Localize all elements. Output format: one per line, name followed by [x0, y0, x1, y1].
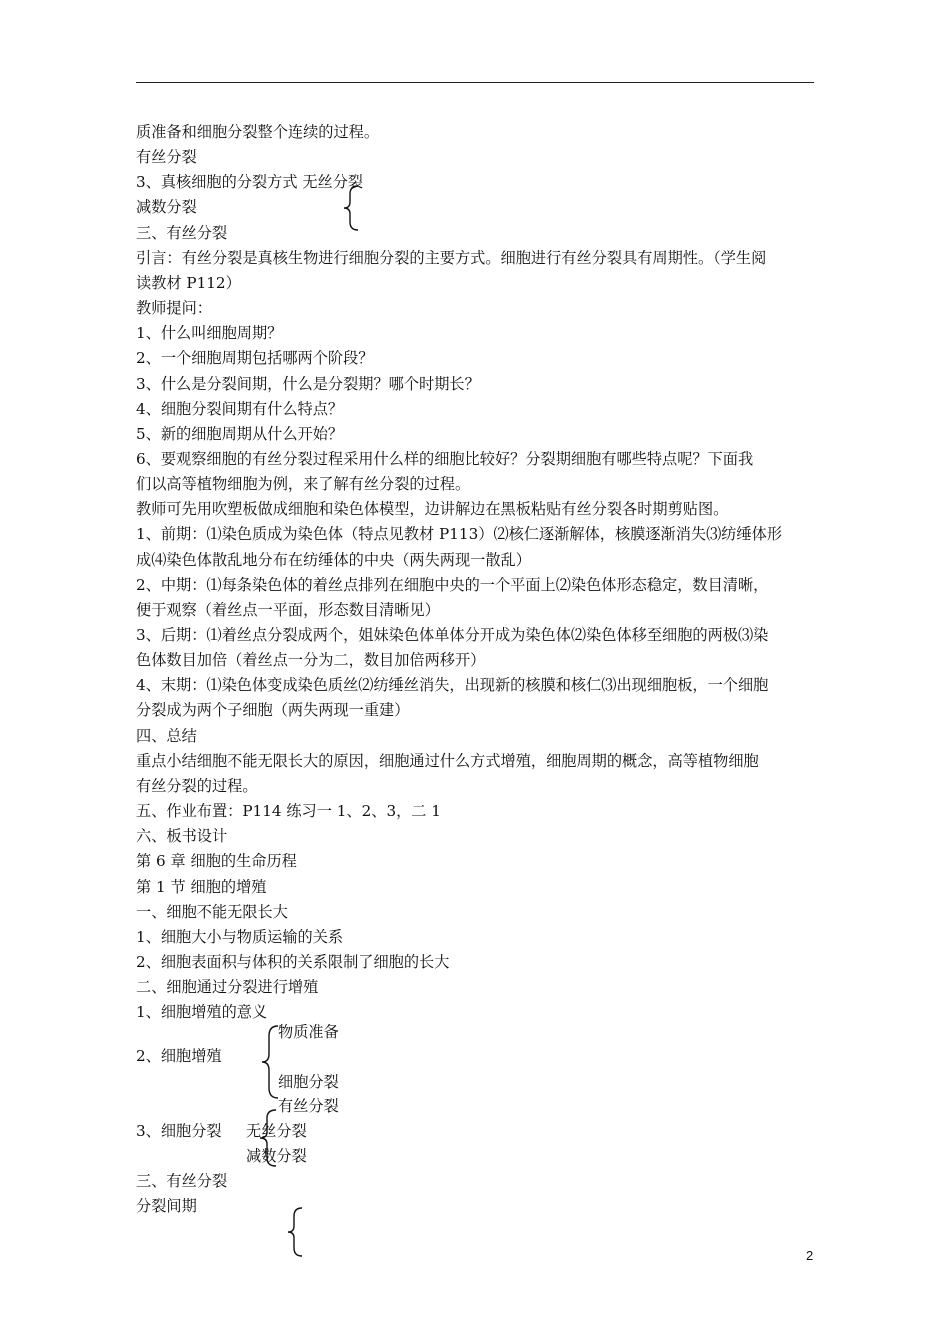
- text-line: 4、末期：⑴染色体变成染色质丝⑵纺缍丝消失，出现新的核膜和核仁⑶出现细胞板，一个细胞: [136, 676, 769, 695]
- text-line: 1、细胞大小与物质运输的关系: [136, 927, 344, 946]
- text-line: 3、真核细胞的分裂方式 无丝分裂: [136, 173, 364, 192]
- outline-material-prep: 物质准备: [278, 1023, 339, 1041]
- outline-cell-division: 细胞分裂: [278, 1073, 339, 1091]
- text-line: 三、有丝分裂: [136, 223, 228, 242]
- text-line: 质准备和细胞分裂整个连续的过程。: [136, 123, 379, 141]
- outline-interphase: 分裂间期: [136, 1197, 197, 1215]
- text-line: 2、中期：⑴每条染色体的着丝点排列在细胞中央的一个平面上⑵染色体形态稳定，数目清晰，: [136, 575, 769, 594]
- text-line: 四、总结: [136, 726, 197, 745]
- text-line: 第 6 章 细胞的生命历程: [136, 852, 297, 871]
- text-line: 3、后期：⑴着丝点分裂成两个，姐妹染色体单体分开成为染色体⑵染色体移至细胞的两极⑶染: [136, 626, 769, 644]
- text-line: 有丝分裂的过程。: [136, 776, 258, 795]
- text-line: 重点小结细胞不能无限长大的原因，细胞通过什么方式增殖，细胞周期的概念，高等植物细胞: [136, 751, 759, 770]
- outline-amitosis: 无丝分裂: [246, 1122, 307, 1140]
- text-line: 减数分裂: [136, 198, 197, 217]
- text-line: 有丝分裂: [136, 148, 197, 167]
- text-line: 1、前期：⑴染色质成为染色体（特点见教材 P113）⑵核仁逐渐解体，核膜逐渐消失⑶纺缍体形: [136, 525, 783, 544]
- outline-division-label: 3、细胞分裂: [136, 1122, 222, 1140]
- text-line: 5、新的细胞周期从什么开始？: [136, 424, 344, 443]
- text-line: 1、什么叫细胞周期？: [136, 324, 283, 343]
- text-line: 6、要观察细胞的有丝分裂过程采用什么样的细胞比较好？分裂期细胞有哪些特点呢？下面我: [136, 449, 754, 468]
- text-line: 第 1 节 细胞的增殖: [136, 877, 267, 896]
- text-line: 教师提问：: [136, 299, 212, 318]
- text-line: 五、作业布置：P114 练习一 1、2、3，二 1: [136, 802, 441, 821]
- text-line: 3、什么是分裂间期，什么是分裂期？哪个时期长？: [136, 374, 480, 393]
- page-number: 2: [806, 1248, 814, 1263]
- outline-section-mitosis: 三、有丝分裂: [136, 1172, 228, 1190]
- outline-meiosis: 减数分裂: [246, 1147, 307, 1165]
- text-line: 2、细胞表面积与体积的关系限制了细胞的长大: [136, 952, 450, 971]
- text-line: 色体数目加倍（着丝点一分为二，数目加倍两移开）: [136, 651, 486, 670]
- outline-proliferation-label: 2、细胞增殖: [136, 1047, 222, 1065]
- text-line: 2、一个细胞周期包括哪两个阶段？: [136, 349, 374, 368]
- text-line: 1、细胞增殖的意义: [136, 1003, 268, 1022]
- text-line: 二、细胞通过分裂进行增殖: [136, 978, 319, 997]
- text-line: 4、细胞分裂间期有什么特点？: [136, 399, 344, 418]
- outline-mitosis: 有丝分裂: [278, 1097, 339, 1115]
- text-line: 分裂成为两个子细胞（两失两现一重建）: [136, 701, 410, 720]
- text-line: 一、细胞不能无限长大: [136, 902, 288, 921]
- text-line: 引言：有丝分裂是真核生物进行细胞分裂的主要方式。细胞进行有丝分裂具有周期性。（学生阅: [136, 248, 767, 267]
- text-line: 教师可先用吹塑板做成细胞和染色体模型，边讲解边在黑板粘贴有丝分裂各时期剪贴图。: [136, 500, 729, 519]
- header-rule: [136, 82, 814, 83]
- brace-division-methods: [340, 184, 364, 232]
- text-line: 成⑷染色体散乱地分布在纺缍体的中央（两失两现一散乱）: [136, 550, 531, 569]
- text-line: 们以高等植物细胞为例，来了解有丝分裂的过程。: [136, 475, 471, 494]
- text-line: 读教材 P112）: [136, 273, 241, 292]
- text-line: 六、板书设计: [136, 827, 228, 846]
- brace-interphase: [284, 1206, 306, 1258]
- text-line: 便于观察（着丝点一平面，形态数目清晰见）: [136, 600, 440, 619]
